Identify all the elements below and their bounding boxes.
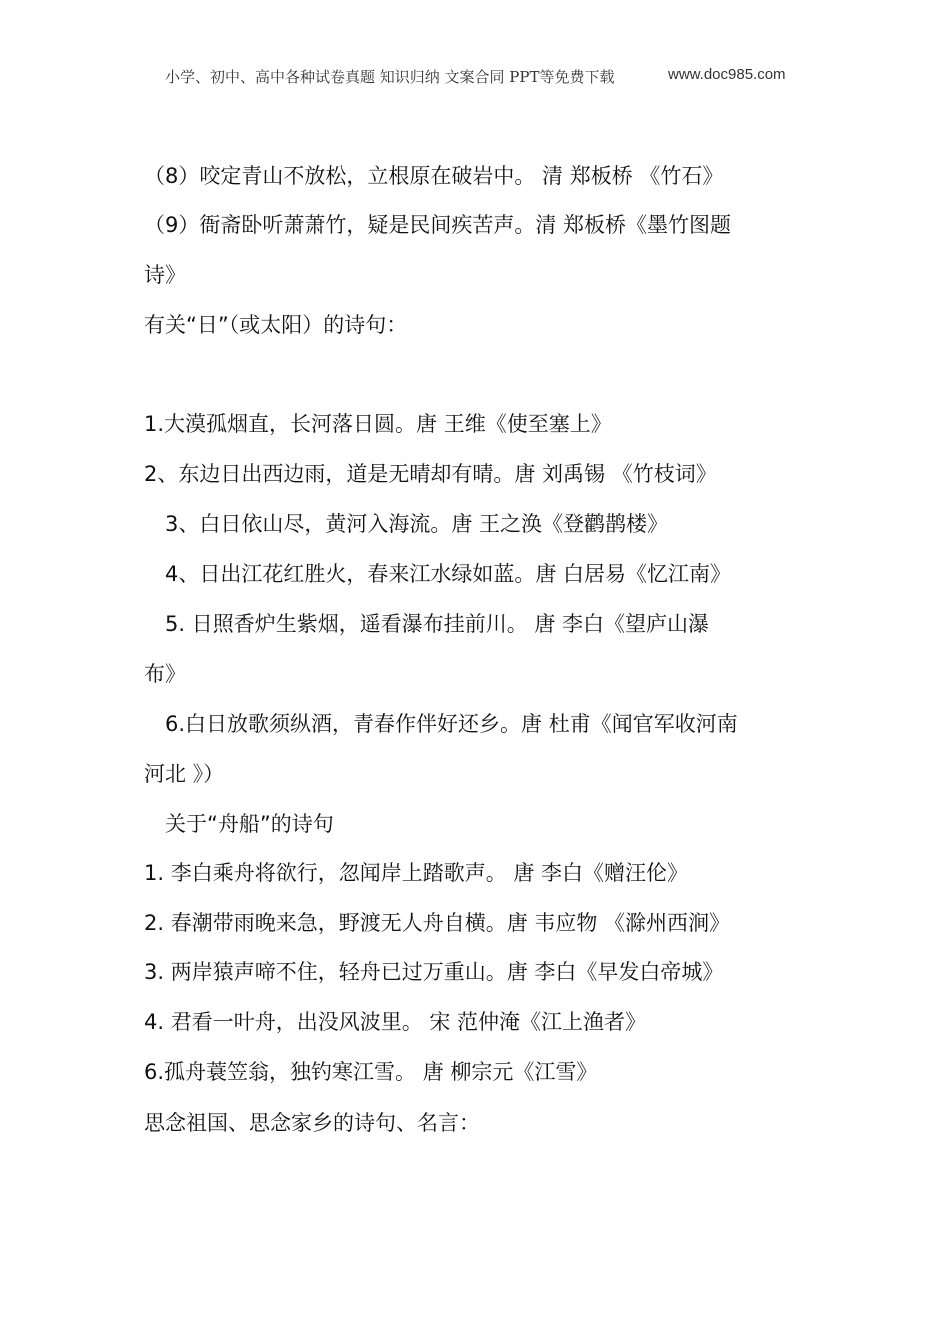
boat-poem-6: 6.孤舟蓑笠翁，独钓寒江雪。 唐 柳宗元《江雪》 [144,1060,598,1084]
section-heading-boat: 关于“舟船”的诗句 [165,812,334,836]
poem-line-9-continued: 诗》 [144,263,186,287]
sun-poem-2: 2、东边日出西边雨，道是无晴却有晴。唐 刘禹锡 《竹枝词》 [144,462,717,486]
sun-poem-6: 6.白日放歌须纵酒，青春作伴好还乡。唐 杜甫《闻官军收河南 [165,712,738,736]
header-text: 小学、初中、高中各种试卷真题 知识归纳 文案合同 PPT等免费下载 [165,68,615,86]
sun-poem-4: 4、日出江花红胜火，春来江水绿如蓝。唐 白居易《忆江南》 [165,562,732,586]
sun-poem-5: 5. 日照香炉生紫烟，遥看瀑布挂前川。 唐 李白《望庐山瀑 [165,612,710,636]
sun-poem-5-continued: 布》 [144,662,186,686]
section-heading-homeland: 思念祖国、思念家乡的诗句、名言： [144,1111,480,1135]
header-website: www.doc985.com [668,66,786,83]
poem-line-9: （9）衙斋卧听萧萧竹，疑是民间疾苦声。清 郑板桥《墨竹图题 [144,213,732,237]
sun-poem-6-continued: 河北 》） [144,762,225,786]
boat-poem-1: 1. 李白乘舟将欲行，忽闻岸上踏歌声。 唐 李白《赠汪伦》 [144,861,689,885]
sun-poem-1: 1.大漠孤烟直，长河落日圆。唐 王维《使至塞上》 [144,412,612,436]
poem-line-8: （8）咬定青山不放松，立根原在破岩中。 清 郑板桥 《竹石》 [144,164,724,188]
boat-poem-3: 3. 两岸猿声啼不住，轻舟已过万重山。唐 李白《早发白帝城》 [144,960,724,984]
page-header [0,66,950,92]
boat-poem-2: 2. 春潮带雨晚来急，野渡无人舟自横。唐 韦应物 《滁州西涧》 [144,911,731,935]
section-heading-sun: 有关“日”（或太阳）的诗句： [144,313,408,337]
boat-poem-4: 4. 君看一叶舟，出没风波里。 宋 范仲淹《江上渔者》 [144,1010,647,1034]
sun-poem-3: 3、白日依山尽，黄河入海流。唐 王之涣《登鹳鹊楼》 [165,512,669,536]
